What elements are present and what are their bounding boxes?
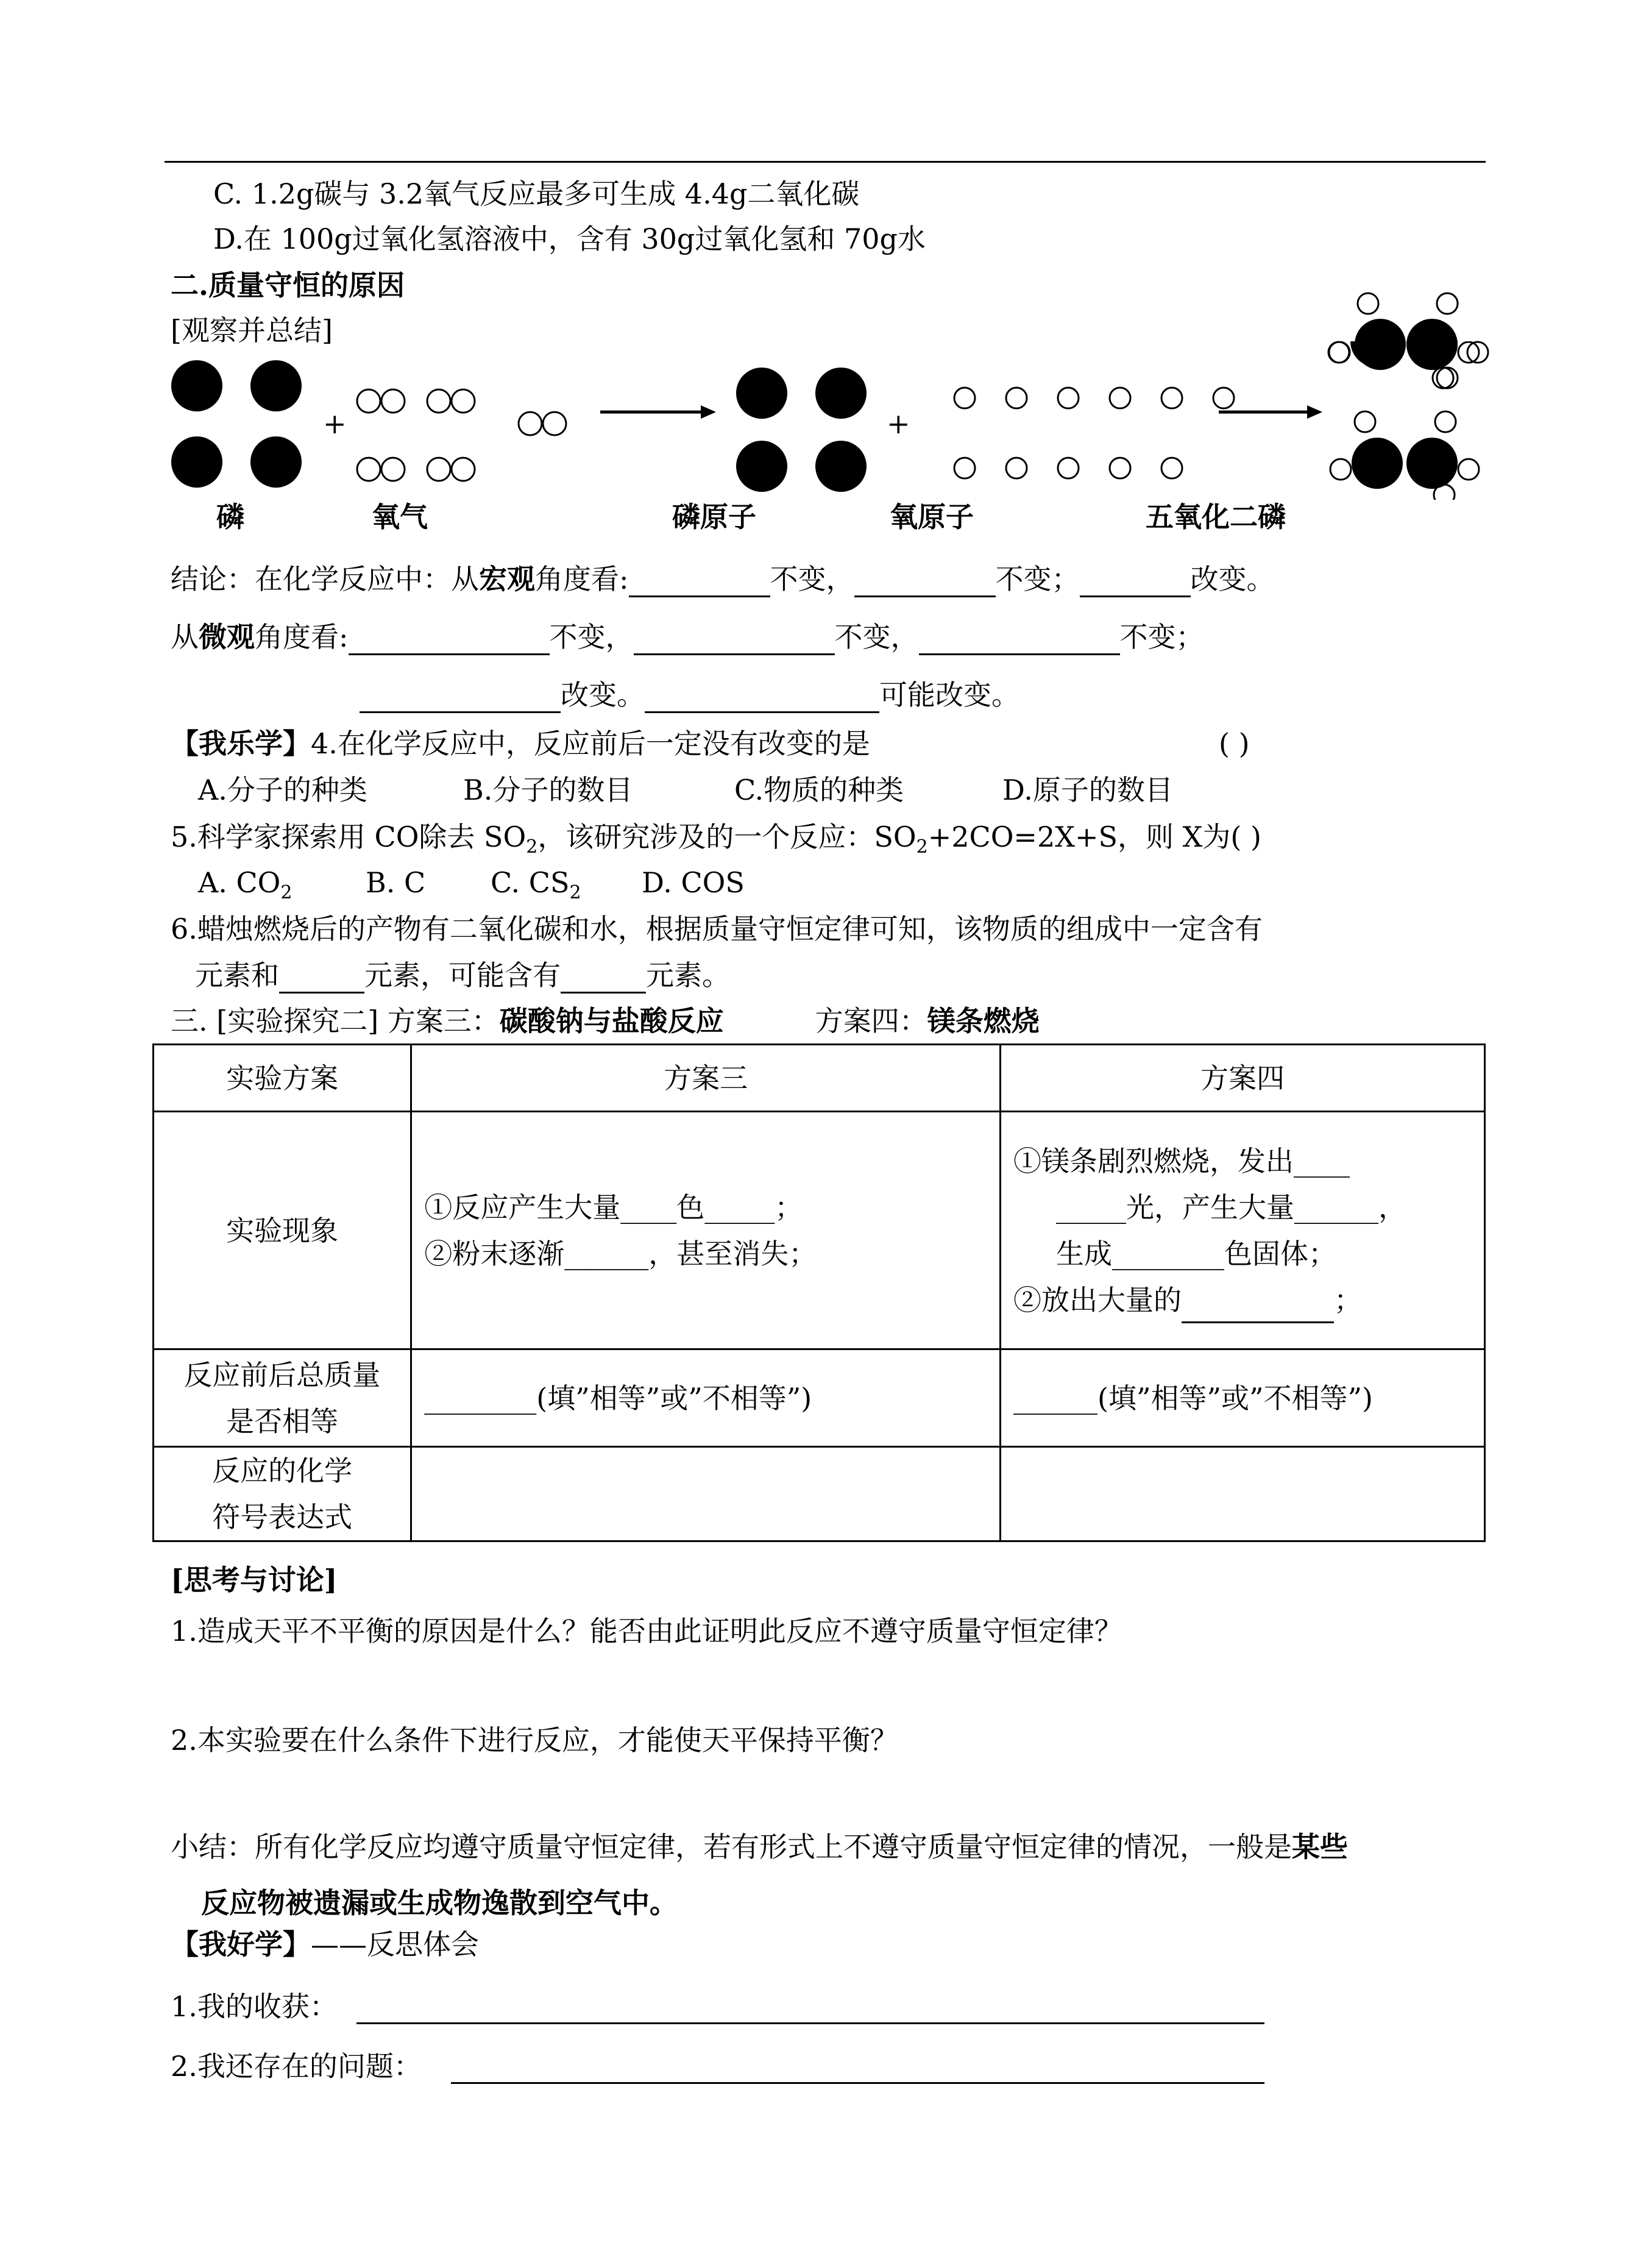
q4-option-b[interactable]: B.分子的数目: [463, 773, 633, 806]
reflection-answer2[interactable]: [451, 2082, 1264, 2084]
plan3-equation[interactable]: [411, 1447, 1001, 1541]
q4-option-a[interactable]: A.分子的种类: [198, 773, 367, 806]
header-plan4: 方案四: [1001, 1045, 1485, 1112]
q5-option-a[interactable]: A. $CO_2$: [198, 866, 292, 904]
option-d: D.在 100g过氧化氢溶液中，含有 30g过氧化氢和 70g水: [213, 222, 926, 255]
discussion-q2: 2.本实验要在什么条件下进行反应，才能使天平保持平衡？: [171, 1724, 898, 1757]
phosphorus-atom: [250, 360, 302, 411]
reflection-answer1[interactable]: [356, 2022, 1264, 2024]
blank[interactable]: [349, 627, 550, 655]
plan4-equation[interactable]: [1001, 1447, 1485, 1541]
reaction-diagram: [158, 341, 1499, 500]
phosphorus-atom: [171, 360, 222, 411]
q6-line1: 6.蜡烛燃烧后的产物有二氧化碳和水，根据质量守恒定律可知，该物质的组成中一定含有: [171, 912, 1263, 945]
micro-conclusion-cont: 改变。 可能改变。: [360, 677, 1019, 713]
row-phenomenon-label: 实验现象: [154, 1112, 411, 1349]
plus-sign: +: [323, 407, 347, 440]
reflection-item2: 2.我还存在的问题：: [171, 2050, 422, 2083]
label-p2o5: 五氧化二磷: [1146, 500, 1286, 533]
label-oxygen-atom: 氧原子: [890, 500, 974, 533]
plus-sign: +: [887, 407, 910, 440]
label-phosphorus: 磷: [216, 500, 244, 533]
q5-option-b[interactable]: B. C: [366, 866, 426, 899]
blank[interactable]: [279, 965, 364, 994]
q4-option-d[interactable]: D.原子的数目: [1002, 773, 1173, 806]
reflection-title: 【我好学】——反思体会: [171, 1928, 479, 1961]
q4-option-c[interactable]: C.物质的种类: [734, 773, 904, 806]
blank[interactable]: [645, 684, 879, 713]
discussion-title: [思考与讨论]: [171, 1563, 338, 1596]
header-plan: 实验方案: [154, 1045, 411, 1112]
plan3-mass[interactable]: ________(填”相等”或”不相等”): [411, 1349, 1001, 1447]
header-rule: [165, 161, 1486, 163]
header-plan3: 方案三: [411, 1045, 1001, 1112]
p2o5-top-molecule: [1322, 286, 1499, 390]
plan4-phenomenon: ①镁条剧烈燃烧，发出____ _____光，产生大量______， 生成________色固体； ②放出大量的 ；: [1001, 1112, 1485, 1349]
blank[interactable]: [629, 569, 770, 597]
blank[interactable]: [561, 965, 646, 994]
blank[interactable]: [1182, 1290, 1334, 1323]
section3-title: 三. [实验探究二] 方案三：碳酸钠与盐酸反应 方案四：镁条燃烧: [171, 1004, 1040, 1037]
blank[interactable]: [919, 627, 1120, 655]
micro-conclusion: 从微观角度看: 不变， 不变， 不变；: [171, 619, 1204, 655]
row-equation-label: 反应的化学 符号表达式: [154, 1447, 411, 1541]
reflection-item1: 1.我的收获：: [171, 1990, 338, 2023]
row-mass-label: 反应前后总质量 是否相等: [154, 1349, 411, 1447]
q5-option-d[interactable]: D. COS: [642, 866, 745, 899]
blank[interactable]: [634, 627, 835, 655]
summary-line1: 小结：所有化学反应均遵守质量守恒定律，若有形式上不遵守质量守恒定律的情况，一般是某些: [171, 1830, 1348, 1863]
observe-label: [观察并总结]: [171, 314, 333, 347]
q5-option-c[interactable]: C. $CS_2$: [491, 866, 581, 904]
phosphorus-atom: [250, 436, 302, 488]
section2-title: 二.质量守恒的原因: [171, 269, 405, 302]
phosphorus-atom: [171, 436, 222, 488]
q5: 5.科学家探索用 CO除去 $SO_2$，该研究涉及的一个反应：$SO_2+2CO=2X+S$，则 X为( ): [171, 820, 1261, 858]
blank[interactable]: [360, 684, 561, 713]
blank[interactable]: [854, 569, 996, 597]
summary-line2: 反应物被遗漏或生成物逸散到空气中。: [201, 1886, 678, 1919]
q4-paren: ( ): [1219, 727, 1250, 760]
option-c: C. 1.2g碳与 3.2氧气反应最多可生成 4.4g二氧化碳: [213, 177, 860, 210]
q6-line2: 元素和 元素，可能含有 元素。: [195, 957, 730, 994]
label-oxygen: 氧气: [372, 500, 428, 533]
label-phosphorus-atom: 磷原子: [672, 500, 756, 533]
discussion-q1: 1.造成天平不平衡的原因是什么？能否由此证明此反应不遵守质量守恒定律？: [171, 1615, 1122, 1648]
blank[interactable]: [1080, 569, 1191, 597]
experiment-table: [152, 1043, 1486, 1542]
macro-conclusion: 结论：在化学反应中：从宏观角度看: 不变， 不变； 改变。: [171, 561, 1275, 597]
plan3-phenomenon: ①反应产生大量____色_____； ②粉末逐渐______，甚至消失；: [411, 1112, 1001, 1349]
plan4-mass[interactable]: ______(填”相等”或”不相等”): [1001, 1349, 1485, 1447]
q4: 【我乐学】4.在化学反应中，反应前后一定没有改变的是: [171, 727, 870, 760]
